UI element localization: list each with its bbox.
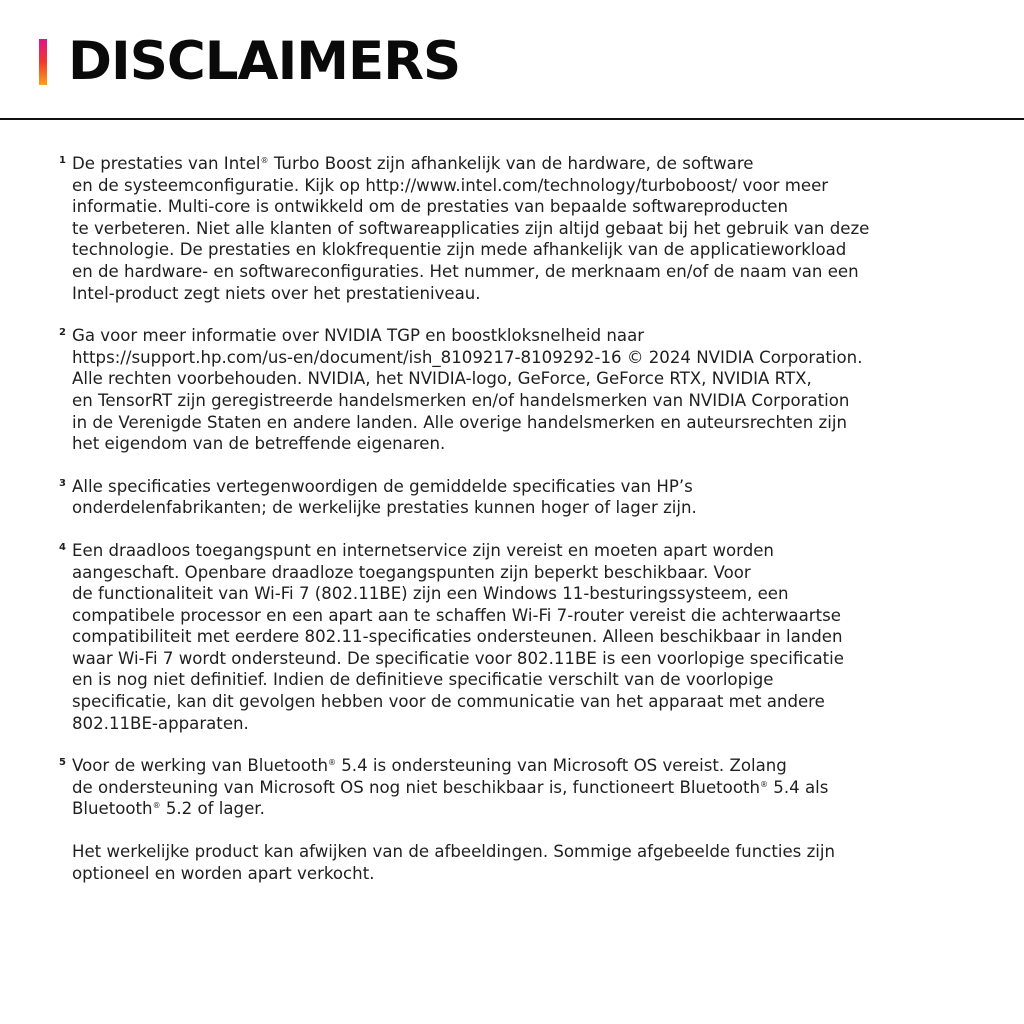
note-line: aangeschaft. Openbare draadloze toegangspunten zijn beperkt beschikbaar. Voor — [72, 562, 751, 582]
disclaimer-note-general — [0, 841, 952, 884]
note-line: en TensorRT zijn geregistreerde handelsmerken en/of handelsmerken van NVIDIA Corporation — [72, 390, 850, 410]
note-line: Alle rechten voorbehouden. NVIDIA, het NVIDIA-logo, GeForce, GeForce RTX, NVIDIA RTX, — [72, 369, 812, 389]
note-line: Een draadloos toegangspunt en internetservice zijn vereist en moeten apart worden — [72, 540, 774, 560]
accent-bar — [39, 39, 47, 85]
note-line: en de systeemconfiguratie. Kijk op http://www.intel.com/technology/turboboost/ voor meer — [72, 175, 829, 195]
footnote-number: 2 — [59, 327, 66, 339]
note-line: specificatie, kan dit gevolgen hebben voor de communicatie van het apparaat met andere — [72, 692, 825, 712]
note-line: informatie. Multi-core is ontwikkeld om de prestaties van bepaalde softwareproducten — [72, 197, 788, 217]
disclaimer-note-3 — [0, 476, 952, 519]
registered-mark: ® — [260, 156, 269, 165]
note-line: te verbeteren. Niet alle klanten of softwareapplicaties zijn altijd gebaat bij het gebruik van deze — [72, 218, 870, 238]
note-line: Alle specificaties vertegenwoordigen de gemiddelde specificaties van HP’s — [72, 476, 693, 496]
note-line: Het werkelijke product kan afwijken van de afbeeldingen. Sommige afgebeelde functies zijn — [72, 842, 836, 862]
disclaimer-note-2 — [0, 325, 952, 455]
note-line: en is nog niet definitief. Indien de definitieve specificatie verschilt van de voorlopige — [72, 670, 774, 690]
note-line: De prestaties van Intel® Turbo Boost zijn afhankelijk van de hardware, de software — [72, 154, 754, 173]
disclaimer-note-5 — [0, 755, 952, 820]
footnote-number: 5 — [59, 757, 66, 769]
footnote-number: 4 — [59, 541, 66, 553]
note-line: Intel-product zegt niets over het prestatieniveau. — [72, 283, 481, 303]
note-line: waar Wi-Fi 7 wordt ondersteund. De specificatie voor 802.11BE is een voorlopige specificatie — [72, 648, 844, 668]
page-header — [0, 0, 1024, 120]
registered-mark: ® — [760, 779, 768, 789]
footnote-number: 1 — [59, 155, 66, 166]
note-line: de functionaliteit van Wi-Fi 7 (802.11BE) zijn een Windows 11-besturingssysteem, een — [72, 584, 789, 604]
registered-mark: ® — [152, 801, 161, 811]
note-line: https://support.hp.com/us-en/document/ish_8109217-8109292-16 © 2024 NVIDIA Corporation. — [72, 347, 863, 367]
footnote-number: 3 — [59, 477, 66, 489]
note-line: de ondersteuning van Microsoft OS nog niet beschikbaar is, functioneert Bluetooth® 5.4 als — [72, 777, 829, 797]
note-line: technologie. De prestaties en klokfrequentie zijn mede afhankelijk van de applicatieworkload — [72, 240, 847, 260]
note-line: Bluetooth® 5.2 of lager. — [72, 799, 265, 819]
note-line: onderdelenfabrikanten; de werkelijke prestaties kunnen hoger of lager zijn. — [72, 498, 697, 518]
note-line: in de Verenigde Staten en andere landen. Alle overige handelsmerken en auteursrechten zijn — [72, 412, 847, 432]
note-line: en de hardware- en softwareconfiguraties. Het nummer, de merknaam en/of de naam van een — [72, 261, 859, 281]
note-line: compatibele processor en een apart aan te schaffen Wi-Fi 7-router vereist die achterwaartse — [72, 605, 841, 625]
note-line: het eigendom van de betreffende eigenaren. — [72, 434, 446, 454]
disclaimer-note-1 — [0, 153, 952, 304]
disclaimer-note-4 — [0, 540, 952, 734]
note-line: Voor de werking van Bluetooth® 5.4 is ondersteuning van Microsoft OS vereist. Zolang — [72, 756, 787, 776]
note-line: optioneel en worden apart verkocht. — [72, 863, 375, 883]
note-line: Ga voor meer informatie over NVIDIA TGP en boostkloksnelheid naar — [72, 326, 645, 346]
note-line: 802.11BE-apparaten. — [72, 713, 249, 733]
registered-mark: ® — [327, 758, 336, 768]
page-title: DISCLAIMERS — [68, 31, 461, 92]
note-line: compatibiliteit met eerdere 802.11-specificaties ondersteunen. Alleen beschikbaar in landen — [72, 627, 843, 647]
disclaimer-list — [0, 153, 1024, 905]
